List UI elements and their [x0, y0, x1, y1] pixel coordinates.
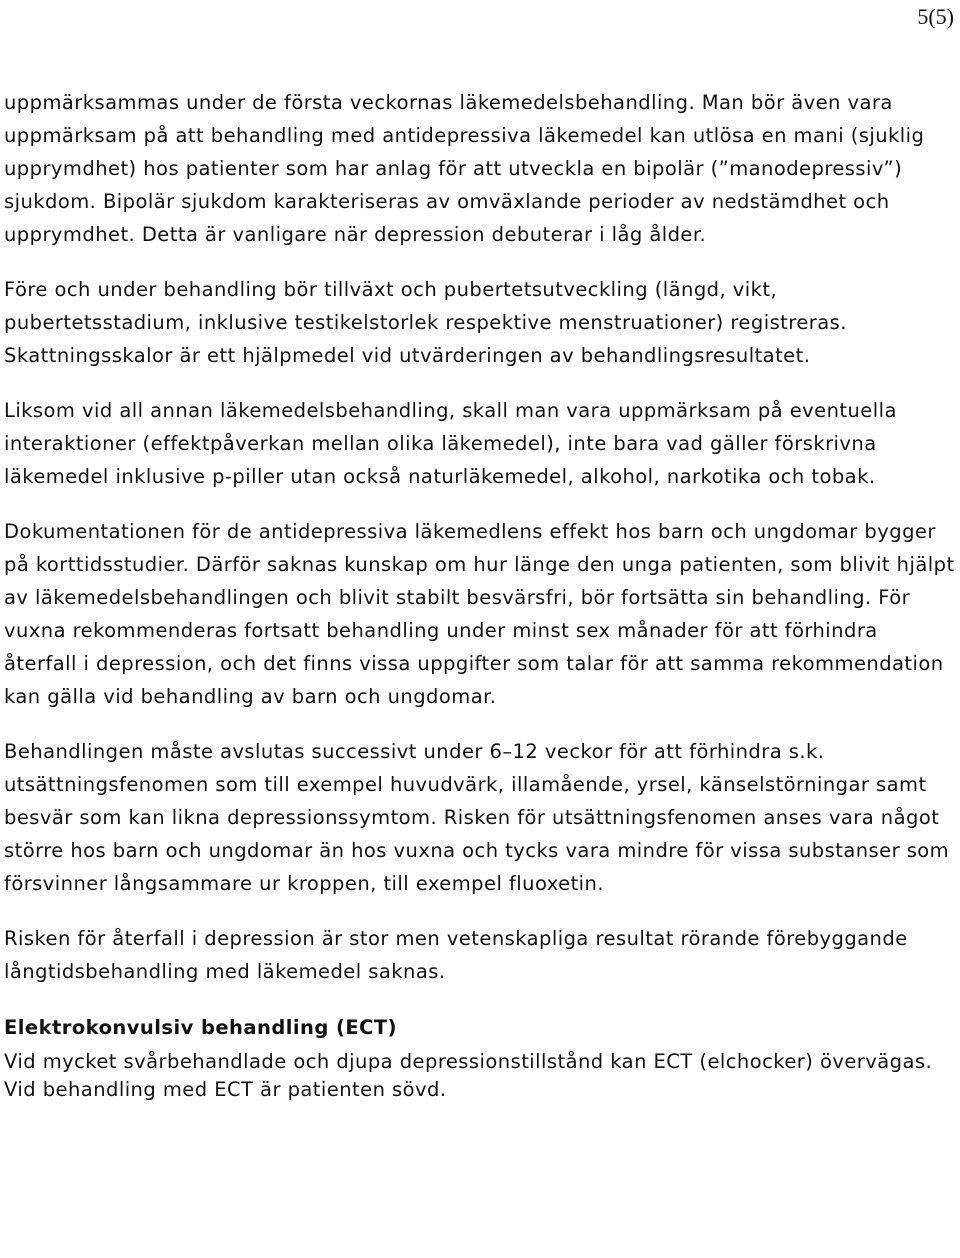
page-number: 5(5): [917, 4, 954, 29]
paragraph-interactions: Liksom vid all annan läkemedelsbehandling, skall man vara uppmärksam på eventuella interaktioner (effektpåverkan mellan olika läkemedel), inte bara vad gäller förskrivna läkemedel inklusive p-piller utan också naturläkemedel, alkohol, narkotika och tobak.: [4, 399, 897, 488]
paragraph-ect: Vid mycket svårbehandlade och djupa depressionstillstånd kan ECT (elchocker) övervägas. Vid behandling med ECT är patienten sövd.: [4, 1050, 933, 1101]
paragraph-bipolar-risk: uppmärksammas under de första veckornas läkemedelsbehandling. Man bör även vara uppmärksam på att behandling med antidepressiva läkemedel kan utlösa en mani (sjuklig upprymdhet) hos patienter som har anlag för att utveckla en bipolär (”manodepressiv”) sjukdom. Bipolär sjukdom karakteriseras av omväxlande perioder av nedstämdhet och upprymdhet. Detta är vanligare när depression debuterar i låg ålder.: [4, 91, 925, 246]
paragraph-relapse-risk: Risken för återfall i depression är stor men vetenskapliga resultat rörande förebyggande långtidsbehandling med läkemedel saknas.: [4, 927, 908, 983]
section-heading-ect: Elektrokonvulsiv behandling (ECT): [4, 1016, 397, 1039]
paragraph-treatment-duration: Dokumentationen för de antidepressiva läkemedlens effekt hos barn och ungdomar bygger på korttidsstudier. Därför saknas kunskap om hur länge den unga patienten, som blivit hjälpt av läkemedelsbehandlingen och blivit stabilt besvärsfri, bör fortsätta sin behandling. För vuxna rekommenderas fortsatt behandling under minst sex månader för att förhindra återfall i depression, och det finns vissa uppgifter som talar för att samma rekommendation kan gälla vid behandling av barn och ungdomar.: [4, 520, 955, 708]
paragraph-discontinuation: Behandlingen måste avslutas successivt under 6–12 veckor för att förhindra s.k. utsättningsfenomen som till exempel huvudvärk, illamående, yrsel, känselstörningar samt besvär som kan likna depressionssymtom. Risken för utsättningsfenomen anses vara något större hos barn och ungdomar än hos vuxna och tycks vara mindre för vissa substanser som försvinner långsammare ur kroppen, till exempel fluoxetin.: [4, 740, 950, 895]
paragraph-growth-monitoring: Före och under behandling bör tillväxt och pubertetsutveckling (längd, vikt, pubertetsstadium, inklusive testikelstorlek respektive menstruationer) registreras. Skattningsskalor är ett hjälpmedel vid utvärderingen av behandlingsresultatet.: [4, 278, 847, 367]
document-body: [4, 86, 956, 1126]
